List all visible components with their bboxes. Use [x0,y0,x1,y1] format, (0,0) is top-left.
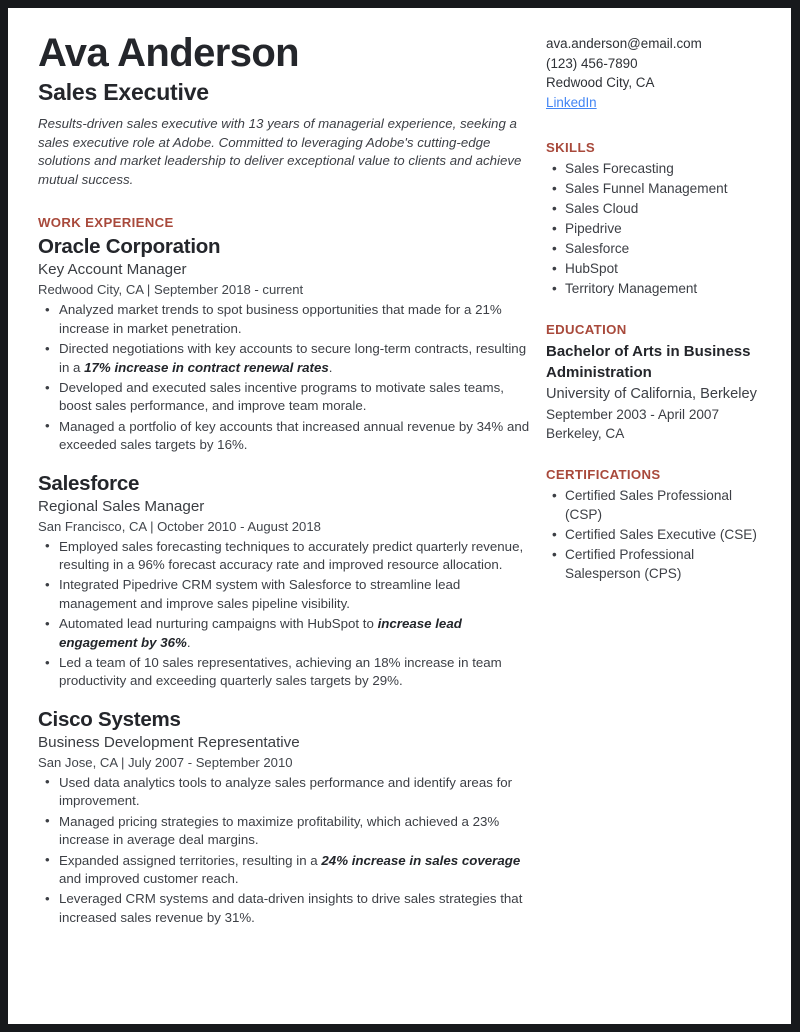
experience-role: Regional Sales Manager [38,497,205,515]
linkedin-link[interactable]: LinkedIn [546,94,597,110]
skill-item: • Sales Funnel Management [546,179,772,198]
experience-bullet: • Directed negotiations with key accounts to secure long-term contracts, resulting in a 17% increase in contract renewal rates. [38,340,538,377]
skills-block [546,140,772,298]
experience-bullet: • Developed and executed sales incentive programs to motivate sales teams, boost sales performance, and improve team morale. [38,379,538,416]
work-experience-list [38,234,538,927]
bullet-emphasis: 24% increase in sales coverage [321,852,521,868]
education-block [546,322,772,443]
education-dates: September 2003 - April 2007 [546,407,720,423]
professional-summary: Results-driven sales executive with 13 years of managerial experience, seeking a sales executive role at Adobe. Committed to leveraging Adobe's cutting-edge solutions and market leadership to deliver exceptional value to clients and achieve mutual success. [38,116,522,187]
contact-phone: (123) 456-7890 [546,55,638,71]
experience-bullet-list [38,538,538,691]
experience-bullet: • Leveraged CRM systems and data-driven insights to drive sales strategies that increased sales revenue by 31%. [38,890,538,927]
experience-bullet: • Managed pricing strategies to maximize profitability, which achieved a 23% increase in average deal margins. [38,813,538,850]
section-heading-skills: SKILLS [546,140,595,156]
contact-location: Redwood City, CA [546,75,655,91]
contact-block [546,34,772,112]
experience-bullet: • Automated lead nurturing campaigns with HubSpot to increase lead engagement by 36%. [38,615,538,652]
education-entry [546,341,772,443]
education-school: University of California, Berkeley [546,386,757,403]
section-heading-work-experience: WORK EXPERIENCE [38,215,174,231]
skills-list [546,159,772,298]
section-heading-education: EDUCATION [546,322,627,338]
bullet-emphasis: increase lead engagement by 36% [59,616,462,650]
skill-item: • Territory Management [546,279,772,298]
experience-bullet: • Expanded assigned territories, resulting in a 24% increase in sales coverage and improved customer reach. [38,852,538,889]
experience-location-dates: San Jose, CA | July 2007 - September 2010 [38,754,293,770]
experience-location-dates: San Francisco, CA | October 2010 - August 2018 [38,518,321,534]
experience-bullet: • Employed sales forecasting techniques to accurately predict quarterly revenue, resulting in a 96% forecast accuracy rate and improved resource allocation. [38,538,538,575]
experience-bullet-list [38,301,538,454]
experience-organization: Cisco Systems [38,707,181,731]
skill-item: • HubSpot [546,259,772,278]
education-location: Berkeley, CA [546,426,625,442]
skill-item: • Salesforce [546,239,772,258]
bullet-emphasis: 17% increase in contract renewal rates [84,359,329,375]
experience-bullet: • Led a team of 10 sales representatives, achieving an 18% increase in team productivity and exceeding quarterly sales targets by 29%. [38,654,538,691]
experience-bullet: • Used data analytics tools to analyze sales performance and identify areas for improvement. [38,774,538,811]
contact-email: ava.anderson@email.com [546,36,702,51]
candidate-name: Ava Anderson [38,31,300,75]
candidate-job-title: Sales Executive [38,79,209,105]
certification-item: • Certified Sales Executive (CSE) [546,525,772,544]
experience-role: Key Account Manager [38,261,187,279]
experience-bullet: • Managed a portfolio of key accounts that increased annual revenue by 34% and exceeded sales targets by 16%. [38,418,538,455]
education-list [546,341,772,443]
left-column [38,30,546,929]
experience-entry [38,707,538,927]
experience-organization: Salesforce [38,471,140,495]
certifications-list [546,486,772,583]
experience-entry [38,234,538,454]
certification-item: • Certified Sales Professional (CSP) [546,486,772,524]
right-column [546,30,772,584]
experience-bullet: • Integrated Pipedrive CRM system with Salesforce to streamline lead management and improve sales pipeline visibility. [38,576,538,613]
experience-organization: Oracle Corporation [38,235,221,259]
experience-bullet: • Analyzed market trends to spot business opportunities that made for a 21% increase in market penetration. [38,301,538,338]
certification-item: • Certified Professional Salesperson (CPS) [546,545,772,583]
skill-item: • Sales Forecasting [546,159,772,178]
experience-location-dates: Redwood City, CA | September 2018 - current [38,282,304,298]
certifications-block [546,467,772,583]
experience-entry [38,471,538,691]
education-degree: Bachelor of Arts in Business Administration [546,343,751,382]
experience-bullet-list [38,774,538,927]
section-heading-certifications: CERTIFICATIONS [546,467,661,483]
skill-item: • Pipedrive [546,219,772,238]
experience-role: Business Development Representative [38,733,300,751]
resume-page [8,8,791,1024]
skill-item: • Sales Cloud [546,199,772,218]
